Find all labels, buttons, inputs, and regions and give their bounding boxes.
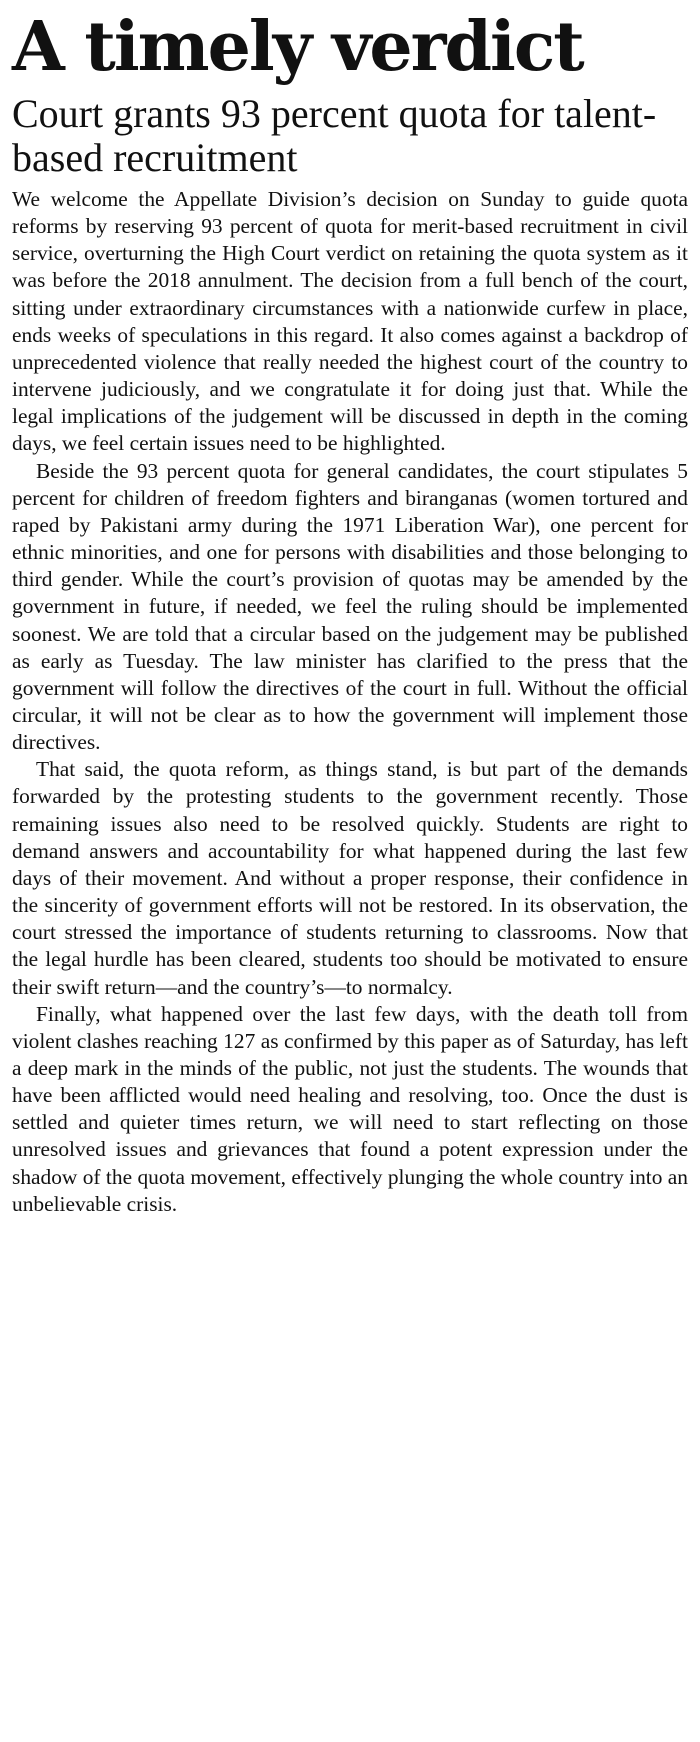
subheadline: Court grants 93 percent quota for talent-based recruitment [12,91,657,180]
article-body [12,186,688,1218]
paragraph: Beside the 93 percent quota for general candidates, the court stipulates 5 percent for children of freedom fighters and biranganas (women tortured and raped by Pakistani army during the 1971 Liberation War), one percent for ethnic minorities, and one for persons with disabilities and those belonging to third gender. While the court’s provision of quotas may be amended by the government in future, if needed, we feel the ruling should be implemented soonest. We are told that a circular based on the judgement may be published as early as Tuesday. The law minister has clarified to the press that the government will follow the directives of the court in full. Without the official circular, it will not be clear as to how the government will implement those directives. [12,458,688,755]
paragraph: Finally, what happened over the last few days, with the death toll from violent clashes reaching 127 as confirmed by this paper as of Saturday, has left a deep mark in the minds of the public, not just the students. The wounds that have been afflicted would need healing and resolving, too. Once the dust is settled and quieter times return, we will need to start reflecting on those unresolved issues and grievances that found a potent expression under the shadow of the quota movement, effectively plunging the whole country into an unbelievable crisis. [12,1001,688,1216]
paragraph: That said, the quota reform, as things stand, is but part of the demands forwarded by the protesting students to the government recently. Those remaining issues also need to be resolved quickly. Students are right to demand answers and accountability for what happened during the last few days of their movement. And without a proper response, their confidence in the sincerity of government efforts will not be restored. In its observation, the court stressed the importance of students returning to classrooms. Now that the legal hurdle has been cleared, students too should be motivated to ensure their swift return—and the country’s—to normalcy. [12,757,688,999]
paragraph: We welcome the Appellate Division’s decision on Sunday to guide quota reforms by reserving 93 percent of quota for merit-based recruitment in civil service, overturning the High Court verdict on retaining the quota system as it was before the 2018 annulment. The decision from a full bench of the court, sitting under extraordinary circumstances with a nationwide curfew in place, ends weeks of speculations in this regard. It also comes against a backdrop of unprecedented violence that really needed the highest court of the country to intervene judiciously, and we congratulate it for doing just that. While the legal implications of the judgement will be discussed in depth in the coming days, we feel certain issues need to be highlighted. [12,187,688,456]
headline: A timely verdict [12,7,583,87]
editorial-article [12,0,688,1218]
